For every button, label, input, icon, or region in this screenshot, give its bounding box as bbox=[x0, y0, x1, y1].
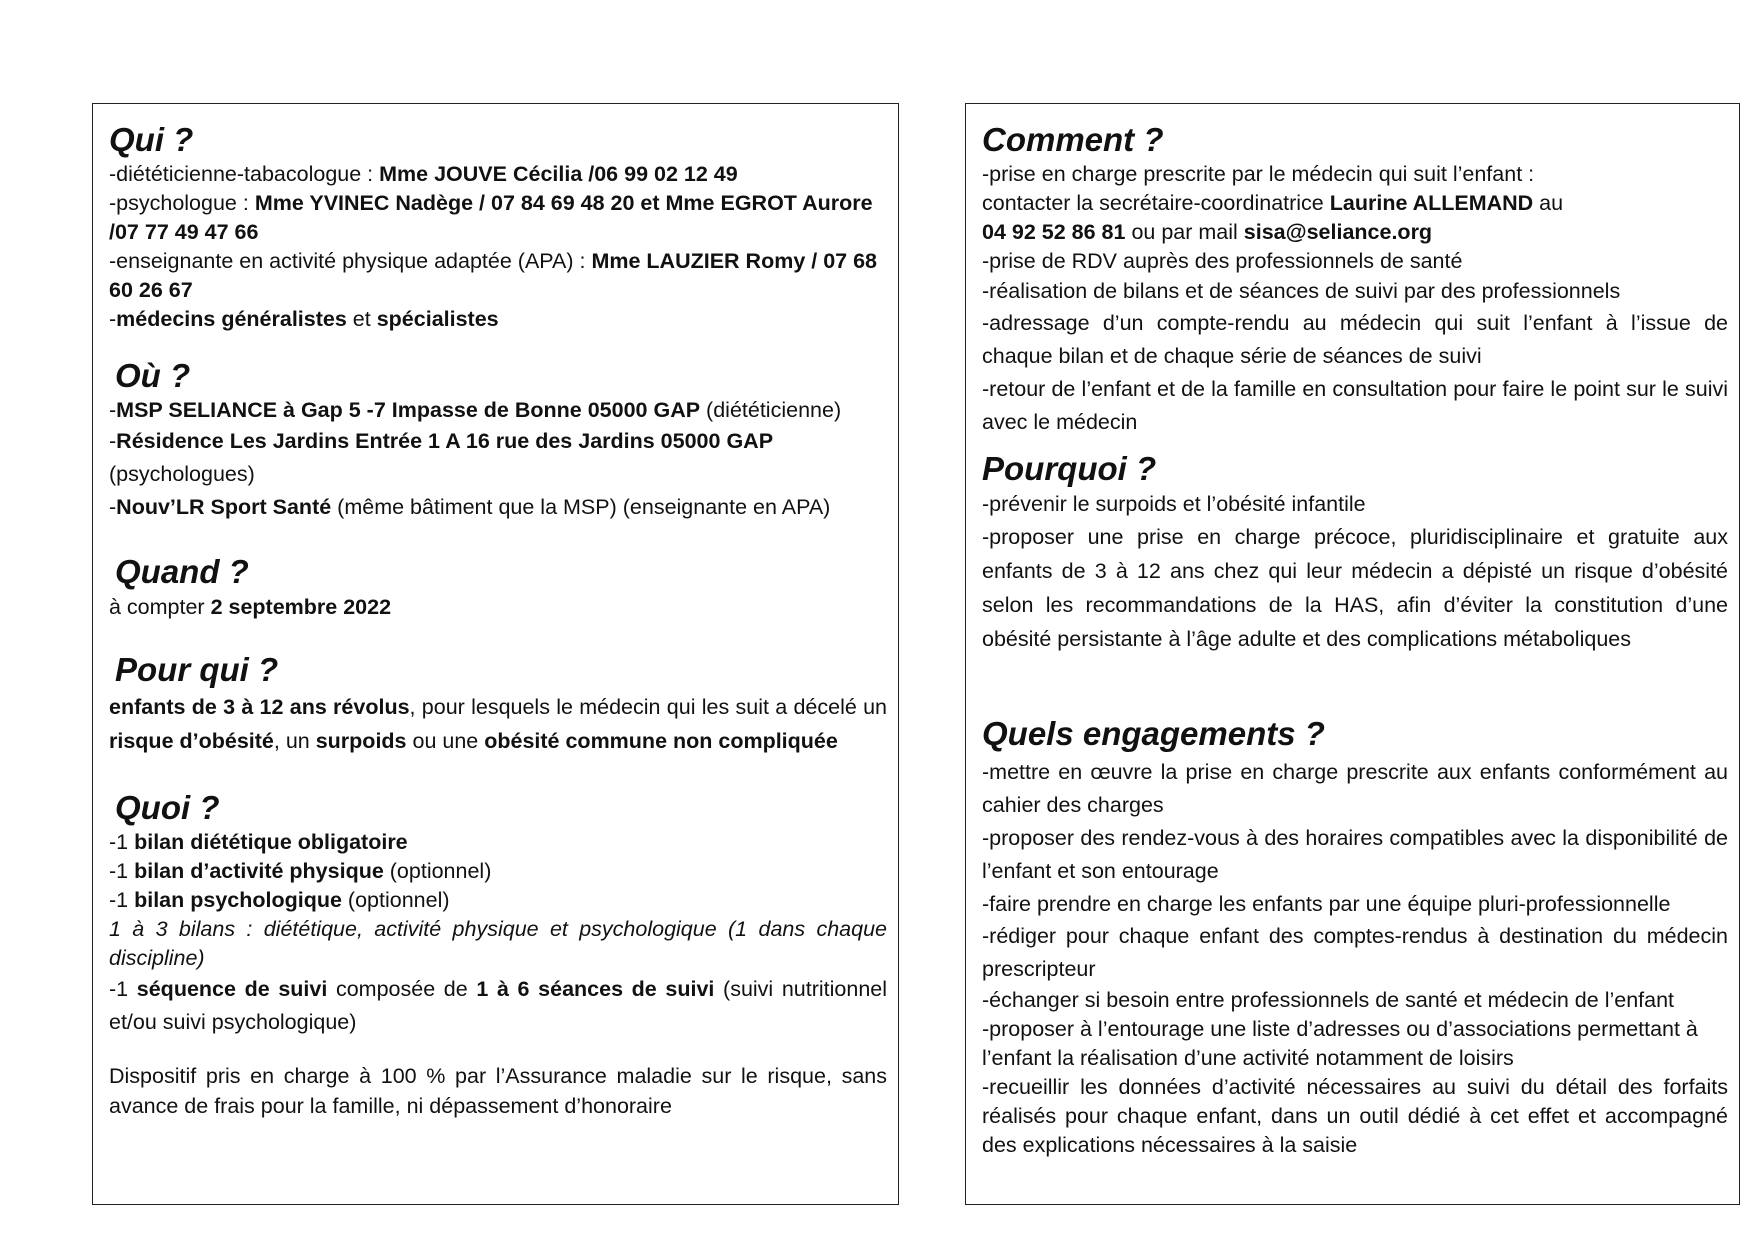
qui-dietitian: -diététicienne-tabacologue : Mme JOUVE Cécilia /06 99 02 12 49 bbox=[109, 162, 738, 186]
comment-l3: 04 92 52 86 81 ou par mail sisa@seliance.org bbox=[982, 220, 1433, 244]
ou-residence: -Résidence Les Jardins Entrée 1 A 16 rue des Jardins 05000 GAP (psychologues) bbox=[109, 429, 774, 486]
engagements-l7: -recueillir les données d’activité nécessaires au suivi du détail des forfaits réalisés pour chaque enfant, dans un outil dédié à cet effet et accompagné des explications nécessaires à la saisie bbox=[982, 1075, 1728, 1157]
heading-quand: Quand ? bbox=[115, 553, 249, 590]
heading-quoi: Quoi ? bbox=[115, 789, 220, 826]
pourquoi-l2: -proposer une prise en charge précoce, pluridisciplinaire et gratuite aux enfants de 3 à 12 ans chez qui leur médecin a dépisté un risque d’obésité selon les recommandations de la HAS, afin d’éviter la constitution d’une obésité persistante à l’âge adulte et des complications métaboliques bbox=[982, 525, 1728, 651]
heading-pour-qui: Pour qui ? bbox=[115, 651, 279, 688]
quand-date: à compter 2 septembre 2022 bbox=[109, 595, 392, 619]
heading-ou: Où ? bbox=[115, 357, 191, 394]
quoi-bilan-activite: -1 bilan d’activité physique (optionnel) bbox=[109, 859, 492, 883]
comment-l2: contacter la secrétaire-coordinatrice Laurine ALLEMAND au bbox=[982, 191, 1564, 215]
quoi-sequence: -1 séquence de suivi composée de 1 à 6 séances de suivi (suivi nutritionnel et/ou suivi psychologique) bbox=[109, 977, 888, 1034]
left-panel bbox=[92, 103, 899, 1205]
engagements-l3: -faire prendre en charge les enfants par une équipe pluri-professionnelle bbox=[982, 892, 1671, 916]
quoi-bilan-diet: -1 bilan diététique obligatoire bbox=[109, 830, 408, 854]
comment-l4: -prise de RDV auprès des professionnels de santé bbox=[982, 249, 1463, 273]
engagements-l6: -proposer à l’entourage une liste d’adresses ou d’associations permettant à l’enfant la réalisation d’une activité notamment de loisirs bbox=[982, 1017, 1698, 1070]
heading-comment: Comment ? bbox=[982, 121, 1164, 158]
quoi-footer: Dispositif pris en charge à 100 % par l’Assurance maladie sur le risque, sans avance de frais pour la famille, ni dépassement d’honoraire bbox=[109, 1064, 887, 1118]
pour-qui-text: enfants de 3 à 12 ans révolus, pour lesquels le médecin qui les suit a décelé un risque d’obésité, un surpoids ou une obésité commune non compliquée bbox=[109, 695, 887, 753]
ou-msp: -MSP SELIANCE à Gap 5 -7 Impasse de Bonne 05000 GAP (diététicienne) bbox=[109, 398, 842, 422]
qui-doctors: -médecins généralistes et spécialistes bbox=[109, 307, 499, 331]
heading-engagements: Quels engagements ? bbox=[982, 715, 1325, 752]
pourquoi-l1: -prévenir le surpoids et l’obésité infantile bbox=[982, 492, 1366, 516]
heading-qui: Qui ? bbox=[109, 121, 194, 158]
quoi-bilans-note: 1 à 3 bilans : diététique, activité physique et psychologique (1 dans chaque discipline) bbox=[109, 917, 887, 970]
comment-l7: -retour de l’enfant et de la famille en consultation pour faire le point sur le suivi avec le médecin bbox=[982, 377, 1728, 434]
ou-sport-sante: -Nouv’LR Sport Santé (même bâtiment que la MSP) (enseignante en APA) bbox=[109, 495, 831, 519]
heading-pourquoi: Pourquoi ? bbox=[982, 450, 1157, 487]
engagements-l5: -échanger si besoin entre professionnels de santé et médecin de l’enfant bbox=[982, 988, 1675, 1012]
engagements-l4: -rédiger pour chaque enfant des comptes-rendus à destination du médecin prescripteur bbox=[982, 924, 1728, 981]
qui-psychologists: -psychologue : Mme YVINEC Nadège / 07 84 69 48 20 et Mme EGROT Aurore /07 77 49 47 66 bbox=[109, 191, 873, 244]
comment-l1: -prise en charge prescrite par le médecin qui suit l’enfant : bbox=[982, 162, 1535, 186]
quoi-bilan-psy: -1 bilan psychologique (optionnel) bbox=[109, 888, 450, 912]
right-panel bbox=[965, 103, 1740, 1205]
qui-apa-teacher: -enseignante en activité physique adaptée (APA) : Mme LAUZIER Romy / 07 68 60 26 67 bbox=[109, 249, 878, 302]
engagements-l2: -proposer des rendez-vous à des horaires compatibles avec la disponibilité de l’enfant et son entourage bbox=[982, 826, 1728, 883]
comment-l5: -réalisation de bilans et de séances de suivi par des professionnels bbox=[982, 279, 1621, 303]
comment-l6: -adressage d’un compte-rendu au médecin qui suit l’enfant à l’issue de chaque bilan et de chaque série de séances de suivi bbox=[982, 311, 1728, 368]
engagements-l1: -mettre en œuvre la prise en charge prescrite aux enfants conformément au cahier des charges bbox=[982, 760, 1728, 817]
